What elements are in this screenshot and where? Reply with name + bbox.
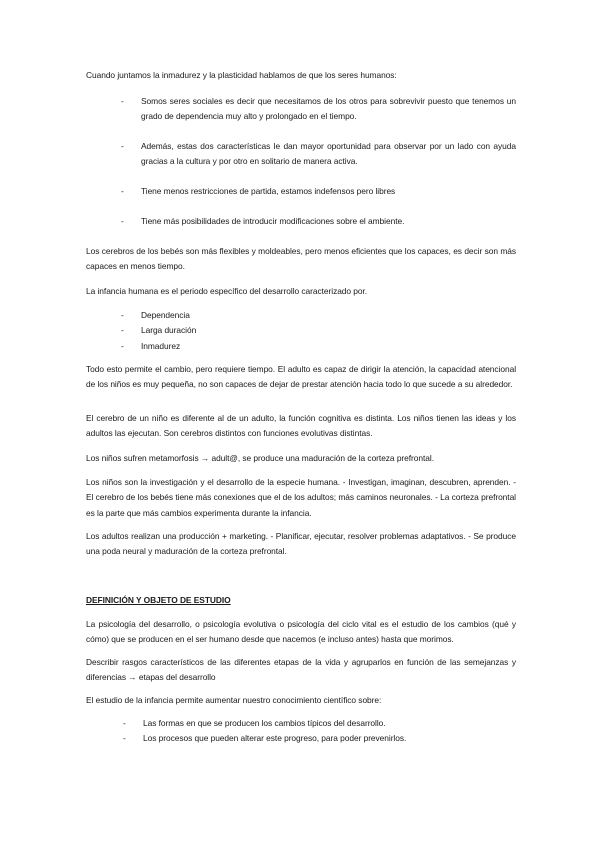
list-item	[121, 339, 516, 354]
list-item	[121, 308, 516, 323]
section-heading: DEFINICIÓN Y OBJETO DE ESTUDIO	[86, 595, 231, 605]
paragraph-metamorfosis: Los niños sufren metamorfosis → adult@, se produce una maduración de la corteza prefrontal.	[86, 453, 434, 463]
human-traits-list	[121, 94, 516, 229]
paragraph-todo: Todo esto permite el cambio, pero requiere tiempo. El adulto es capaz de dirigir la atención, la capacidad atencional de los niños es muy pequeña, no son capaces de dejar de prestar atención hacia todo lo que sucede a su alrededor.	[86, 364, 516, 390]
bullet-marker: -	[121, 310, 124, 320]
list-item	[123, 731, 516, 746]
bullet-marker: -	[121, 186, 124, 196]
bullet-marker: -	[121, 141, 124, 151]
list-item	[121, 184, 516, 214]
bullet-marker: -	[121, 340, 124, 351]
bullet-marker: -	[121, 216, 124, 226]
list-item-text: Los procesos que pueden alterar este progreso, para poder prevenirlos.	[143, 733, 407, 744]
paragraph-investigacion: Los niños son la investigación y el desarrollo de la especie humana. - Investigan, imaginan, descubren, aprenden. - El cerebro de los bebés tiene más conexiones que el de los adultos; más caminos neuronales. - La corteza prefrontal es la parte que más cambios experimenta durante la infancia.	[86, 477, 516, 518]
list-item	[121, 214, 516, 229]
list-item-text: Tiene más posibilidades de introducir modificaciones sobre el ambiente.	[141, 216, 405, 226]
list-item-text: Dependencia	[141, 310, 190, 320]
paragraph-cerebros: Los cerebros de los bebés son más flexibles y moldeables, pero menos eficientes que los capaces, es decir son más capaces en menos tiempo.	[86, 246, 516, 272]
list-item-text: Las formas en que se producen los cambios típicos del desarrollo.	[143, 718, 386, 728]
bullet-marker: -	[121, 325, 124, 336]
list-item	[121, 323, 516, 338]
bullet-marker: -	[123, 718, 126, 728]
list-item-text: Larga duración	[141, 325, 197, 336]
list-item-text: Inmadurez	[141, 340, 181, 351]
bullet-marker: -	[123, 733, 126, 744]
paragraph-cerebro-nino: El cerebro de un niño es diferente al de un adulto, la función cognitiva es distinta. Los niños tienen las ideas y los adultos las ejecutan. Son cerebros distintos con funciones evolutivas distintas.	[86, 413, 516, 439]
list-item-text: Tiene menos restricciones de partida, estamos indefensos pero libres	[141, 186, 396, 196]
paragraph-adultos: Los adultos realizan una producción + marketing. - Planificar, ejecutar, resolver problemas adaptativos. - Se produce una poda neural y maduración de la corteza prefrontal.	[86, 531, 516, 557]
intro-paragraph: Cuando juntamos la inmadurez y la plasticidad hablamos de que los seres humanos:	[86, 70, 397, 80]
list-item-text: Somos seres sociales es decir que necesitamos de los otros para sobrevivir puesto que tenemos un grado de dependencia muy alto y prolongado en el tiempo.	[141, 96, 516, 122]
paragraph-estudio: El estudio de la infancia permite aumentar nuestro conocimiento científico sobre:	[86, 695, 382, 705]
list-item	[123, 716, 516, 731]
study-objectives-list	[123, 716, 516, 747]
list-item	[121, 139, 516, 184]
paragraph-definicion: La psicología del desarrollo, o psicología evolutiva o psicología del ciclo vital es el estudio de los cambios (qué y cómo) que se producen en el ser humano desde que nacemos (e incluso antes) hasta que morimos.	[86, 619, 516, 645]
list-item-text: Además, estas dos características le dan mayor oportunidad para observar por un lado con ayuda gracias a la cultura y por otro en solitario de manera activa.	[141, 141, 516, 167]
infancia-traits-list	[121, 308, 516, 354]
paragraph-infancia: La infancia humana es el periodo específico del desarrollo caracterizado por.	[86, 286, 368, 296]
paragraph-describir: Describir rasgos característicos de las diferentes etapas de la vida y agruparlos en función de las semejanzas y diferencias → etapas del desarrollo	[86, 657, 516, 683]
list-item	[121, 94, 516, 139]
bullet-marker: -	[121, 96, 124, 106]
